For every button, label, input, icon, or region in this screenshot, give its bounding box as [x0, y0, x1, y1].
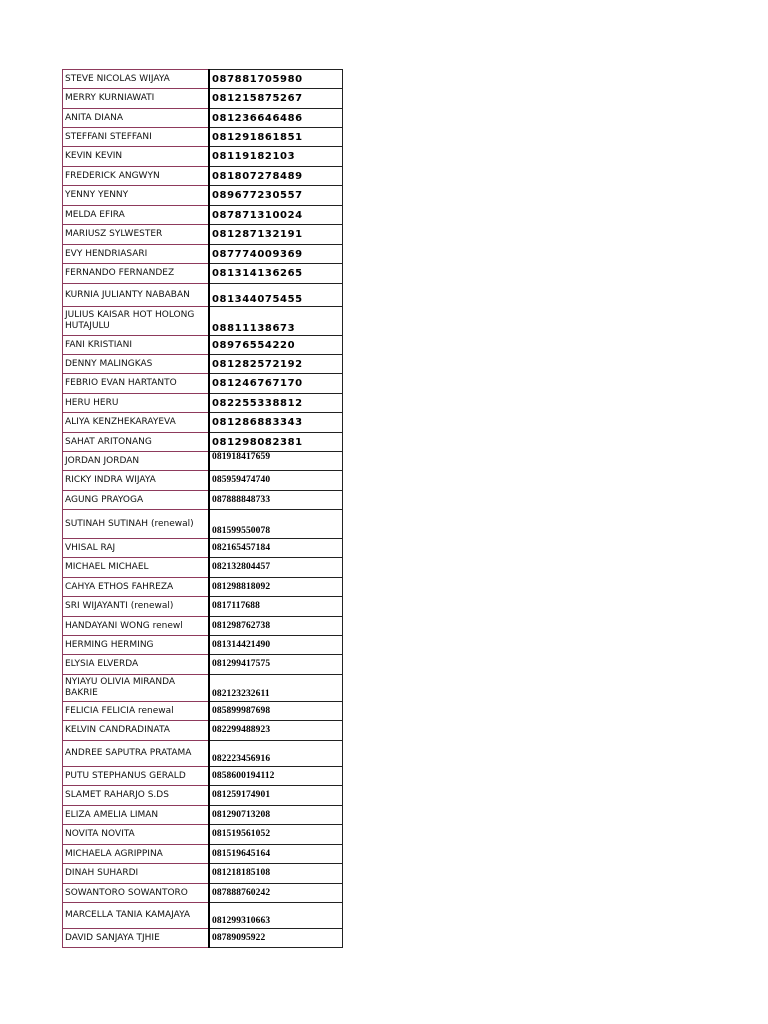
contact-name-cell: YENNY YENNY	[63, 186, 210, 206]
table-row	[63, 225, 343, 245]
table-row	[63, 721, 343, 741]
contact-name-cell: SLAMET RAHARJO S.DS	[63, 786, 210, 806]
contact-name-cell: ELYSIA ELVERDA	[63, 655, 210, 675]
table-row	[63, 806, 343, 825]
table-row	[63, 558, 343, 578]
contact-name-cell: ANITA DIANA	[63, 109, 210, 128]
contact-phone-cell: 0858600194112	[209, 767, 343, 786]
contact-phone-cell: 089677230557	[209, 186, 343, 206]
table-row	[63, 186, 343, 206]
contact-phone-cell: 081291861851	[209, 128, 343, 147]
contact-phone-cell: 081599550078	[209, 510, 343, 539]
contact-name-cell: RICKY INDRA WIJAYA	[63, 471, 210, 491]
contact-name-cell: ANDREE SAPUTRA PRATAMA	[63, 741, 210, 767]
contact-phone-cell: 081299310663	[209, 903, 343, 929]
contact-name-cell: JORDAN JORDAN	[63, 452, 210, 471]
contact-name-cell: HANDAYANI WONG renewl	[63, 617, 210, 636]
table-row	[63, 452, 343, 471]
table-row	[63, 413, 343, 433]
contact-name-cell: MARCELLA TANIA KAMAJAYA	[63, 903, 210, 929]
contact-name-cell: HERU HERU	[63, 394, 210, 413]
table-row	[63, 491, 343, 510]
table-row	[63, 578, 343, 597]
contact-name-cell: STEFFANI STEFFANI	[63, 128, 210, 147]
contact-phone-cell: 085959474740	[209, 471, 343, 491]
contact-phone-cell: 081314421490	[209, 636, 343, 655]
contact-phone-cell: 08976554220	[209, 336, 343, 355]
contact-name-cell: FERNANDO FERNANDEZ	[63, 264, 210, 284]
contacts-table	[62, 69, 343, 948]
contact-phone-cell: 081287132191	[209, 225, 343, 245]
table-row	[63, 702, 343, 721]
contact-name-cell: MARIUSZ SYLWESTER	[63, 225, 210, 245]
contact-phone-cell: 082123232611	[209, 675, 343, 702]
table-row	[63, 767, 343, 786]
contact-name-cell: SOWANTORO SOWANTORO	[63, 884, 210, 903]
table-row	[63, 539, 343, 558]
table-row	[63, 167, 343, 186]
table-row	[63, 864, 343, 884]
contact-phone-cell: 081298762738	[209, 617, 343, 636]
contact-phone-cell: 081807278489	[209, 167, 343, 186]
contact-phone-cell: 082165457184	[209, 539, 343, 558]
contact-phone-cell: 081286883343	[209, 413, 343, 433]
table-row	[63, 206, 343, 225]
table-row	[63, 845, 343, 864]
contact-phone-cell: 0817117688	[209, 597, 343, 617]
contact-name-cell: HERMING HERMING	[63, 636, 210, 655]
contact-name-cell: DAVID SANJAYA TJHIE	[63, 929, 210, 948]
contact-phone-cell: 081282572192	[209, 355, 343, 374]
contact-name-cell: PUTU STEPHANUS GERALD	[63, 767, 210, 786]
table-row	[63, 128, 343, 147]
contact-phone-cell: 081519645164	[209, 845, 343, 864]
contact-phone-cell: 08119182103	[209, 147, 343, 167]
contact-name-cell: DINAH SUHARDI	[63, 864, 210, 884]
contact-phone-cell: 08789095922	[209, 929, 343, 948]
table-row	[63, 147, 343, 167]
table-row	[63, 307, 343, 336]
contact-name-cell: SRI WIJAYANTI (renewal)	[63, 597, 210, 617]
contact-name-cell: KEVIN KEVIN	[63, 147, 210, 167]
contact-name-cell: ELIZA AMELIA LIMAN	[63, 806, 210, 825]
contact-name-cell: FREDERICK ANGWYN	[63, 167, 210, 186]
contact-phone-cell: 087871310024	[209, 206, 343, 225]
contact-phone-cell: 087881705980	[209, 70, 343, 89]
contacts-table-body	[63, 70, 343, 948]
contact-phone-cell: 082132804457	[209, 558, 343, 578]
contact-phone-cell: 081314136265	[209, 264, 343, 284]
table-row	[63, 741, 343, 767]
contact-phone-cell: 081298082381	[209, 433, 343, 452]
table-row	[63, 264, 343, 284]
contact-name-cell: FANI KRISTIANI	[63, 336, 210, 355]
contact-name-cell: NOVITA NOVITA	[63, 825, 210, 845]
table-row	[63, 284, 343, 307]
contact-phone-cell: 082255338812	[209, 394, 343, 413]
table-row	[63, 655, 343, 675]
contact-phone-cell: 081246767170	[209, 374, 343, 394]
contact-name-cell: CAHYA ETHOS FAHREZA	[63, 578, 210, 597]
contact-phone-cell: 081290713208	[209, 806, 343, 825]
table-row	[63, 510, 343, 539]
contact-phone-cell: 081344075455	[209, 284, 343, 307]
contact-phone-cell: 081519561052	[209, 825, 343, 845]
table-row	[63, 929, 343, 948]
contact-name-cell: FELICIA FELICIA renewal	[63, 702, 210, 721]
table-row	[63, 884, 343, 903]
table-row	[63, 336, 343, 355]
contact-name-cell: MERRY KURNIAWATI	[63, 89, 210, 109]
contact-phone-cell: 081298818092	[209, 578, 343, 597]
contact-name-cell: MICHAEL MICHAEL	[63, 558, 210, 578]
contact-phone-cell: 087888760242	[209, 884, 343, 903]
table-row	[63, 245, 343, 264]
contact-name-cell: STEVE NICOLAS WIJAYA	[63, 70, 210, 89]
contact-name-cell: MELDA EFIRA	[63, 206, 210, 225]
contact-name-cell: SAHAT ARITONANG	[63, 433, 210, 452]
table-row	[63, 433, 343, 452]
contact-name-cell: KELVIN CANDRADINATA	[63, 721, 210, 741]
contact-phone-cell: 081299417575	[209, 655, 343, 675]
contact-phone-cell: 081215875267	[209, 89, 343, 109]
table-row	[63, 355, 343, 374]
table-row	[63, 903, 343, 929]
table-row	[63, 70, 343, 89]
contact-name-cell: JULIUS KAISAR HOT HOLONG HUTAJULU	[63, 307, 210, 336]
contact-phone-cell: 085899987698	[209, 702, 343, 721]
table-row	[63, 786, 343, 806]
table-row	[63, 636, 343, 655]
contact-phone-cell: 081918417659	[209, 452, 343, 471]
table-row	[63, 394, 343, 413]
contact-name-cell: VHISAL RAJ	[63, 539, 210, 558]
contact-name-cell: AGUNG PRAYOGA	[63, 491, 210, 510]
table-row	[63, 825, 343, 845]
contact-phone-cell: 081259174901	[209, 786, 343, 806]
table-row	[63, 675, 343, 702]
table-row	[63, 89, 343, 109]
table-row	[63, 109, 343, 128]
contact-name-cell: ALIYA KENZHEKARAYEVA	[63, 413, 210, 433]
contact-phone-cell: 081218185108	[209, 864, 343, 884]
contact-name-cell: KURNIA JULIANTY NABABAN	[63, 284, 210, 307]
table-row	[63, 471, 343, 491]
contact-name-cell: FEBRIO EVAN HARTANTO	[63, 374, 210, 394]
table-row	[63, 617, 343, 636]
table-row	[63, 597, 343, 617]
contact-name-cell: DENNY MALINGKAS	[63, 355, 210, 374]
contact-phone-cell: 081236646486	[209, 109, 343, 128]
contact-phone-cell: 082223456916	[209, 741, 343, 767]
contact-phone-cell: 082299488923	[209, 721, 343, 741]
contact-name-cell: EVY HENDRIASARI	[63, 245, 210, 264]
contact-phone-cell: 087774009369	[209, 245, 343, 264]
table-row	[63, 374, 343, 394]
contact-name-cell: MICHAELA AGRIPPINA	[63, 845, 210, 864]
contact-name-cell: SUTINAH SUTINAH (renewal)	[63, 510, 210, 539]
contact-phone-cell: 087888848733	[209, 491, 343, 510]
contact-name-cell: NYIAYU OLIVIA MIRANDA BAKRIE	[63, 675, 210, 702]
contact-phone-cell: 08811138673	[209, 307, 343, 336]
